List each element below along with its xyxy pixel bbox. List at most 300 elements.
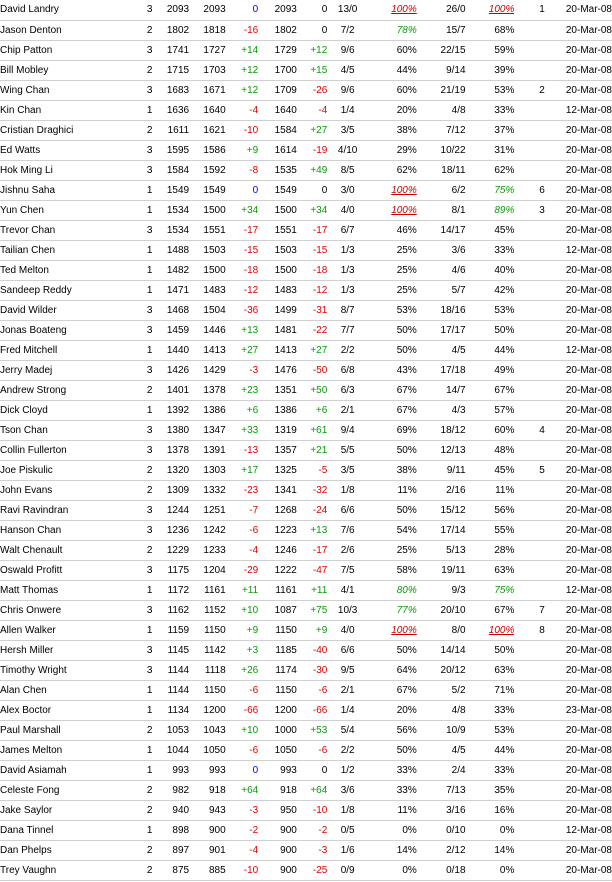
section-cell: 3 — [146, 164, 153, 176]
table-row — [0, 720, 612, 740]
player-name-cell: Sandeep Reddy — [0, 284, 72, 296]
match-win-pct-cell: 11% — [397, 484, 417, 496]
last-played-date-cell: 20-Mar-08 — [565, 524, 612, 536]
wins-losses-cell: 6/8 — [340, 364, 355, 376]
total-change-cell: 0 — [321, 4, 328, 16]
total-change-cell: +27 — [310, 344, 328, 356]
rank-cell: 2 — [539, 84, 545, 96]
previous-rating-cell: 943 — [208, 804, 226, 816]
start-rating-cell: 1476 — [274, 364, 297, 376]
game-win-pct-cell: 45% — [494, 224, 515, 236]
last-played-date-cell: 20-Mar-08 — [565, 4, 612, 16]
rank-cell — [514, 520, 544, 540]
last-played-date-cell: 12-Mar-08 — [565, 344, 612, 356]
rank-cell — [514, 320, 544, 340]
rating-cell: 1144 — [167, 664, 190, 676]
last-played-date-cell: 20-Mar-08 — [565, 444, 612, 456]
match-win-pct-cell: 54% — [396, 524, 417, 536]
rating-change-cell: +34 — [241, 204, 259, 216]
game-record-cell: 17/14 — [440, 524, 466, 536]
last-played-date-cell: 20-Mar-08 — [565, 44, 612, 56]
table-row — [0, 40, 612, 60]
rating-cell: 1175 — [167, 564, 190, 576]
player-name-cell: Tailian Chen — [0, 244, 56, 256]
rating-cell: 993 — [172, 764, 190, 776]
rank-cell — [514, 260, 544, 280]
previous-rating-cell: 1640 — [203, 104, 226, 116]
rating-change-cell: -66 — [243, 704, 259, 716]
rating-change-cell: -6 — [249, 684, 259, 696]
total-change-cell: +49 — [310, 164, 328, 176]
game-win-pct-cell: 100% — [488, 4, 515, 16]
rating-cell: 940 — [172, 804, 190, 816]
match-win-pct-cell: 56% — [396, 724, 417, 736]
table-row — [0, 340, 612, 360]
total-change-cell: -12 — [312, 284, 328, 296]
game-record-cell: 0/10 — [446, 824, 466, 836]
game-record-cell: 4/3 — [451, 404, 466, 416]
match-win-pct-cell: 100% — [391, 204, 417, 216]
wins-losses-cell: 3/5 — [340, 464, 355, 476]
previous-rating-cell: 918 — [208, 784, 226, 796]
previous-rating-cell: 1161 — [204, 584, 226, 596]
start-rating-cell: 918 — [280, 784, 297, 796]
game-win-pct-cell: 14% — [494, 844, 515, 856]
start-rating-cell: 1614 — [274, 144, 297, 156]
last-played-date-cell: 20-Mar-08 — [565, 804, 612, 816]
total-change-cell: +11 — [311, 584, 328, 596]
game-record-cell: 14/14 — [440, 644, 466, 656]
rating-cell: 1488 — [166, 244, 190, 256]
total-change-cell: 0 — [321, 184, 328, 196]
section-cell: 3 — [146, 504, 153, 516]
wins-losses-cell: 3/0 — [340, 184, 355, 196]
total-change-cell: +61 — [310, 424, 328, 436]
start-rating-cell: 1050 — [274, 744, 297, 756]
total-change-cell: -17 — [312, 544, 328, 556]
rating-change-cell: -8 — [249, 164, 259, 176]
match-win-pct-cell: 62% — [396, 164, 417, 176]
start-rating-cell: 1500 — [274, 204, 297, 216]
table-row — [0, 240, 612, 260]
match-win-pct-cell: 14% — [396, 844, 417, 856]
match-win-pct-cell: 58% — [396, 564, 417, 576]
wins-losses-cell: 6/6 — [340, 504, 355, 516]
last-played-date-cell: 20-Mar-08 — [565, 684, 612, 696]
match-win-pct-cell: 50% — [396, 644, 417, 656]
rating-cell: 1392 — [166, 404, 190, 416]
start-rating-cell: 950 — [280, 804, 297, 816]
player-name-cell: Trey Vaughn — [0, 864, 57, 876]
rank-cell — [514, 160, 544, 180]
previous-rating-cell: 1503 — [203, 244, 226, 256]
total-change-cell: -26 — [312, 84, 328, 96]
section-cell: 2 — [146, 544, 153, 556]
rating-change-cell: +13 — [241, 324, 259, 336]
match-win-pct-cell: 50% — [396, 744, 417, 756]
game-record-cell: 9/11 — [446, 464, 466, 476]
start-rating-cell: 1535 — [274, 164, 297, 176]
wins-losses-cell: 0/9 — [340, 864, 355, 876]
table-row — [0, 700, 612, 720]
player-name-cell: Alan Chen — [0, 684, 47, 696]
game-record-cell: 20/12 — [440, 664, 466, 676]
previous-rating-cell: 1204 — [203, 564, 226, 576]
match-win-pct-cell: 46% — [396, 224, 417, 236]
player-name-cell: Joe Piskulic — [0, 464, 53, 476]
rating-cell: 1159 — [167, 624, 190, 636]
rank-cell — [514, 300, 544, 320]
rank-cell — [514, 100, 544, 120]
wins-losses-cell: 8/7 — [340, 304, 355, 316]
last-played-date-cell: 12-Mar-08 — [565, 824, 612, 836]
total-change-cell: -18 — [312, 264, 328, 276]
rating-change-cell: -3 — [249, 804, 259, 816]
player-name-cell: Hersh Miller — [0, 644, 54, 656]
section-cell: 1 — [146, 624, 153, 636]
start-rating-cell: 1413 — [274, 344, 297, 356]
section-cell: 3 — [146, 324, 153, 336]
section-cell: 3 — [146, 224, 153, 236]
last-played-date-cell: 20-Mar-08 — [565, 604, 612, 616]
last-played-date-cell: 20-Mar-08 — [565, 424, 612, 436]
previous-rating-cell: 1242 — [203, 524, 226, 536]
previous-rating-cell: 1391 — [203, 444, 226, 456]
match-win-pct-cell: 50% — [396, 444, 417, 456]
table-row — [0, 580, 612, 600]
rating-change-cell: -13 — [243, 444, 259, 456]
start-rating-cell: 1150 — [275, 624, 297, 636]
wins-losses-cell: 7/7 — [340, 324, 355, 336]
section-cell: 1 — [146, 744, 153, 756]
player-name-cell: Walt Chenault — [0, 544, 63, 556]
player-name-cell: Dick Cloyd — [0, 404, 48, 416]
game-record-cell: 6/2 — [451, 184, 466, 196]
player-name-cell: David Asiamah — [0, 764, 67, 776]
total-change-cell: -47 — [312, 564, 328, 576]
game-win-pct-cell: 71% — [494, 684, 515, 696]
rating-change-cell: +26 — [241, 664, 259, 676]
table-row — [0, 560, 612, 580]
previous-rating-cell: 1386 — [203, 404, 226, 416]
match-win-pct-cell: 80% — [396, 584, 417, 596]
match-win-pct-cell: 60% — [396, 44, 417, 56]
table-row — [0, 740, 612, 760]
rank-cell — [514, 680, 544, 700]
rank-cell: 8 — [539, 624, 545, 636]
table-row — [0, 100, 612, 120]
rank-cell — [514, 20, 544, 40]
match-win-pct-cell: 43% — [396, 364, 417, 376]
last-played-date-cell: 20-Mar-08 — [565, 304, 612, 316]
wins-losses-cell: 9/5 — [340, 664, 355, 676]
wins-losses-cell: 10/3 — [337, 604, 358, 616]
start-rating-cell: 1087 — [274, 604, 297, 616]
table-row — [0, 120, 612, 140]
wins-losses-cell: 4/10 — [337, 144, 358, 156]
player-name-cell: Chris Onwere — [0, 604, 62, 616]
previous-rating-cell: 993 — [208, 764, 226, 776]
last-played-date-cell: 20-Mar-08 — [565, 64, 612, 76]
game-win-pct-cell: 45% — [494, 464, 515, 476]
last-played-date-cell: 20-Mar-08 — [565, 504, 612, 516]
rating-change-cell: +10 — [241, 724, 259, 736]
rating-change-cell: -23 — [243, 484, 259, 496]
match-win-pct-cell: 0% — [402, 824, 417, 836]
rank-cell — [514, 40, 544, 60]
game-win-pct-cell: 67% — [494, 384, 515, 396]
rank-cell — [514, 440, 544, 460]
rank-cell — [514, 820, 544, 840]
rank-cell — [514, 720, 544, 740]
match-win-pct-cell: 29% — [396, 144, 417, 156]
previous-rating-cell: 1504 — [203, 304, 226, 316]
total-change-cell: -6 — [318, 684, 328, 696]
rating-cell: 1053 — [166, 724, 190, 736]
player-name-cell: Collin Fullerton — [0, 444, 67, 456]
start-rating-cell: 1185 — [275, 644, 297, 656]
section-cell: 3 — [146, 424, 153, 436]
game-win-pct-cell: 0% — [499, 824, 515, 836]
rating-change-cell: -4 — [249, 104, 259, 116]
last-played-date-cell: 20-Mar-08 — [565, 484, 612, 496]
match-win-pct-cell: 67% — [396, 404, 417, 416]
match-win-pct-cell: 20% — [396, 704, 417, 716]
game-win-pct-cell: 16% — [494, 804, 515, 816]
game-win-pct-cell: 33% — [494, 704, 515, 716]
rank-cell: 7 — [539, 604, 545, 616]
previous-rating-cell: 1200 — [203, 704, 226, 716]
start-rating-cell: 1481 — [274, 324, 297, 336]
player-name-cell: Ravi Ravindran — [0, 504, 69, 516]
player-name-cell: Jake Saylor — [0, 804, 53, 816]
last-played-date-cell: 20-Mar-08 — [565, 784, 612, 796]
rating-cell: 1584 — [166, 164, 190, 176]
match-win-pct-cell: 25% — [396, 264, 417, 276]
rank-cell — [514, 740, 544, 760]
game-record-cell: 0/18 — [446, 864, 466, 876]
rating-cell: 1534 — [166, 224, 190, 236]
start-rating-cell: 1200 — [274, 704, 297, 716]
rating-change-cell: -15 — [243, 244, 259, 256]
wins-losses-cell: 7/5 — [340, 564, 355, 576]
rating-change-cell: +64 — [241, 784, 259, 796]
rating-cell: 1549 — [166, 184, 190, 196]
start-rating-cell: 1483 — [274, 284, 297, 296]
game-record-cell: 18/16 — [440, 304, 466, 316]
section-cell: 1 — [146, 104, 153, 116]
table-row — [0, 680, 612, 700]
start-rating-cell: 993 — [280, 764, 297, 776]
game-record-cell: 3/6 — [451, 244, 466, 256]
total-change-cell: -6 — [318, 744, 328, 756]
table-row — [0, 520, 612, 540]
start-rating-cell: 1150 — [275, 684, 297, 696]
table-row — [0, 660, 612, 680]
table-row — [0, 840, 612, 860]
total-change-cell: -3 — [318, 844, 328, 856]
player-name-cell: Timothy Wright — [0, 664, 67, 676]
rank-cell — [514, 560, 544, 580]
previous-rating-cell: 1500 — [203, 264, 226, 276]
wins-losses-cell: 2/6 — [340, 544, 355, 556]
rank-cell — [514, 140, 544, 160]
rating-cell: 1534 — [166, 204, 190, 216]
section-cell: 1 — [146, 764, 153, 776]
last-played-date-cell: 20-Mar-08 — [565, 124, 612, 136]
game-win-pct-cell: 50% — [494, 324, 515, 336]
rank-cell — [514, 800, 544, 820]
total-change-cell: -40 — [312, 644, 328, 656]
game-win-pct-cell: 53% — [494, 724, 515, 736]
rating-cell: 1162 — [167, 604, 190, 616]
wins-losses-cell: 1/4 — [340, 704, 355, 716]
rank-cell: 6 — [539, 184, 545, 196]
last-played-date-cell: 20-Mar-08 — [565, 224, 612, 236]
table-row — [0, 260, 612, 280]
match-win-pct-cell: 38% — [396, 124, 417, 136]
rank-cell: 4 — [539, 424, 545, 436]
section-cell: 3 — [146, 144, 153, 156]
rating-change-cell: +12 — [241, 64, 259, 76]
match-win-pct-cell: 44% — [396, 64, 417, 76]
table-row — [0, 200, 612, 220]
previous-rating-cell: 1549 — [203, 184, 226, 196]
section-cell: 3 — [146, 44, 153, 56]
game-win-pct-cell: 28% — [494, 544, 515, 556]
game-record-cell: 5/2 — [451, 684, 466, 696]
previous-rating-cell: 1043 — [203, 724, 226, 736]
total-change-cell: 0 — [321, 764, 328, 776]
start-rating-cell: 1640 — [274, 104, 297, 116]
wins-losses-cell: 1/6 — [340, 844, 355, 856]
game-record-cell: 3/16 — [446, 804, 466, 816]
game-record-cell: 17/17 — [440, 324, 466, 336]
rating-change-cell: -10 — [243, 864, 259, 876]
player-name-cell: Andrew Strong — [0, 384, 67, 396]
match-win-pct-cell: 67% — [396, 384, 417, 396]
rating-change-cell: -2 — [249, 824, 259, 836]
wins-losses-cell: 3/6 — [340, 784, 355, 796]
start-rating-cell: 1499 — [274, 304, 297, 316]
total-change-cell: +12 — [310, 44, 328, 56]
last-played-date-cell: 20-Mar-08 — [565, 204, 612, 216]
start-rating-cell: 1802 — [274, 24, 297, 36]
rating-cell: 982 — [172, 784, 190, 796]
match-win-pct-cell: 33% — [396, 764, 417, 776]
last-played-date-cell: 20-Mar-08 — [565, 724, 612, 736]
section-cell: 3 — [146, 304, 153, 316]
section-cell: 2 — [146, 484, 153, 496]
rating-cell: 1471 — [166, 284, 190, 296]
game-record-cell: 4/5 — [451, 744, 466, 756]
total-change-cell: -5 — [318, 464, 328, 476]
rank-cell — [514, 280, 544, 300]
player-name-cell: Jishnu Saha — [0, 184, 56, 196]
game-win-pct-cell: 56% — [494, 504, 515, 516]
rating-change-cell: -6 — [249, 524, 259, 536]
section-cell: 2 — [146, 384, 153, 396]
game-win-pct-cell: 37% — [494, 124, 515, 136]
player-name-cell: Ed Watts — [0, 144, 41, 156]
table-row — [0, 620, 612, 640]
rank-cell — [514, 340, 544, 360]
game-record-cell: 12/13 — [440, 444, 466, 456]
match-win-pct-cell: 100% — [391, 624, 417, 636]
game-record-cell: 26/0 — [446, 4, 466, 16]
rating-cell: 1595 — [166, 144, 190, 156]
rank-cell — [514, 220, 544, 240]
wins-losses-cell: 2/1 — [340, 684, 355, 696]
table-row — [0, 480, 612, 500]
total-change-cell: +13 — [310, 524, 328, 536]
match-win-pct-cell: 11% — [397, 804, 417, 816]
game-win-pct-cell: 33% — [494, 244, 515, 256]
previous-rating-cell: 1118 — [204, 664, 226, 676]
start-rating-cell: 1584 — [274, 124, 297, 136]
match-win-pct-cell: 33% — [396, 784, 417, 796]
rating-cell: 898 — [172, 824, 190, 836]
player-name-cell: Matt Thomas — [0, 584, 59, 596]
rank-cell — [514, 660, 544, 680]
wins-losses-cell: 1/3 — [340, 264, 355, 276]
total-change-cell: 0 — [321, 24, 328, 36]
game-record-cell: 4/8 — [451, 104, 466, 116]
wins-losses-cell: 9/6 — [340, 84, 355, 96]
rating-change-cell: +10 — [241, 604, 259, 616]
previous-rating-cell: 1551 — [203, 224, 226, 236]
game-win-pct-cell: 67% — [494, 604, 515, 616]
total-change-cell: -10 — [312, 804, 328, 816]
previous-rating-cell: 1500 — [203, 204, 226, 216]
rating-cell: 1309 — [166, 484, 190, 496]
section-cell: 1 — [146, 344, 153, 356]
last-played-date-cell: 20-Mar-08 — [565, 864, 612, 876]
rating-change-cell: 0 — [252, 764, 259, 776]
game-record-cell: 14/17 — [440, 224, 466, 236]
rating-cell: 1741 — [166, 44, 190, 56]
match-win-pct-cell: 50% — [396, 324, 417, 336]
game-win-pct-cell: 0% — [499, 864, 515, 876]
last-played-date-cell: 12-Mar-08 — [565, 104, 612, 116]
total-change-cell: +15 — [310, 64, 328, 76]
section-cell: 3 — [146, 444, 153, 456]
start-rating-cell: 1161 — [275, 584, 297, 596]
rating-cell: 1482 — [166, 264, 190, 276]
table-row — [0, 180, 612, 200]
rating-change-cell: 0 — [252, 4, 259, 16]
rating-cell: 1401 — [166, 384, 190, 396]
game-win-pct-cell: 11% — [495, 484, 515, 496]
wins-losses-cell: 8/5 — [340, 164, 355, 176]
wins-losses-cell: 5/4 — [340, 724, 355, 736]
rank-cell — [514, 780, 544, 800]
wins-losses-cell: 1/3 — [340, 244, 355, 256]
total-change-cell: -30 — [312, 664, 328, 676]
game-win-pct-cell: 75% — [494, 184, 515, 196]
rating-cell: 1236 — [166, 524, 190, 536]
game-record-cell: 15/7 — [446, 24, 466, 36]
rating-change-cell: +14 — [241, 44, 259, 56]
game-win-pct-cell: 40% — [494, 264, 515, 276]
rating-change-cell: +11 — [241, 584, 259, 596]
rating-change-cell: +6 — [246, 404, 259, 416]
last-played-date-cell: 20-Mar-08 — [565, 144, 612, 156]
rating-cell: 1380 — [166, 424, 190, 436]
table-row — [0, 800, 612, 820]
rating-cell: 1611 — [167, 124, 190, 136]
match-win-pct-cell: 60% — [396, 84, 417, 96]
